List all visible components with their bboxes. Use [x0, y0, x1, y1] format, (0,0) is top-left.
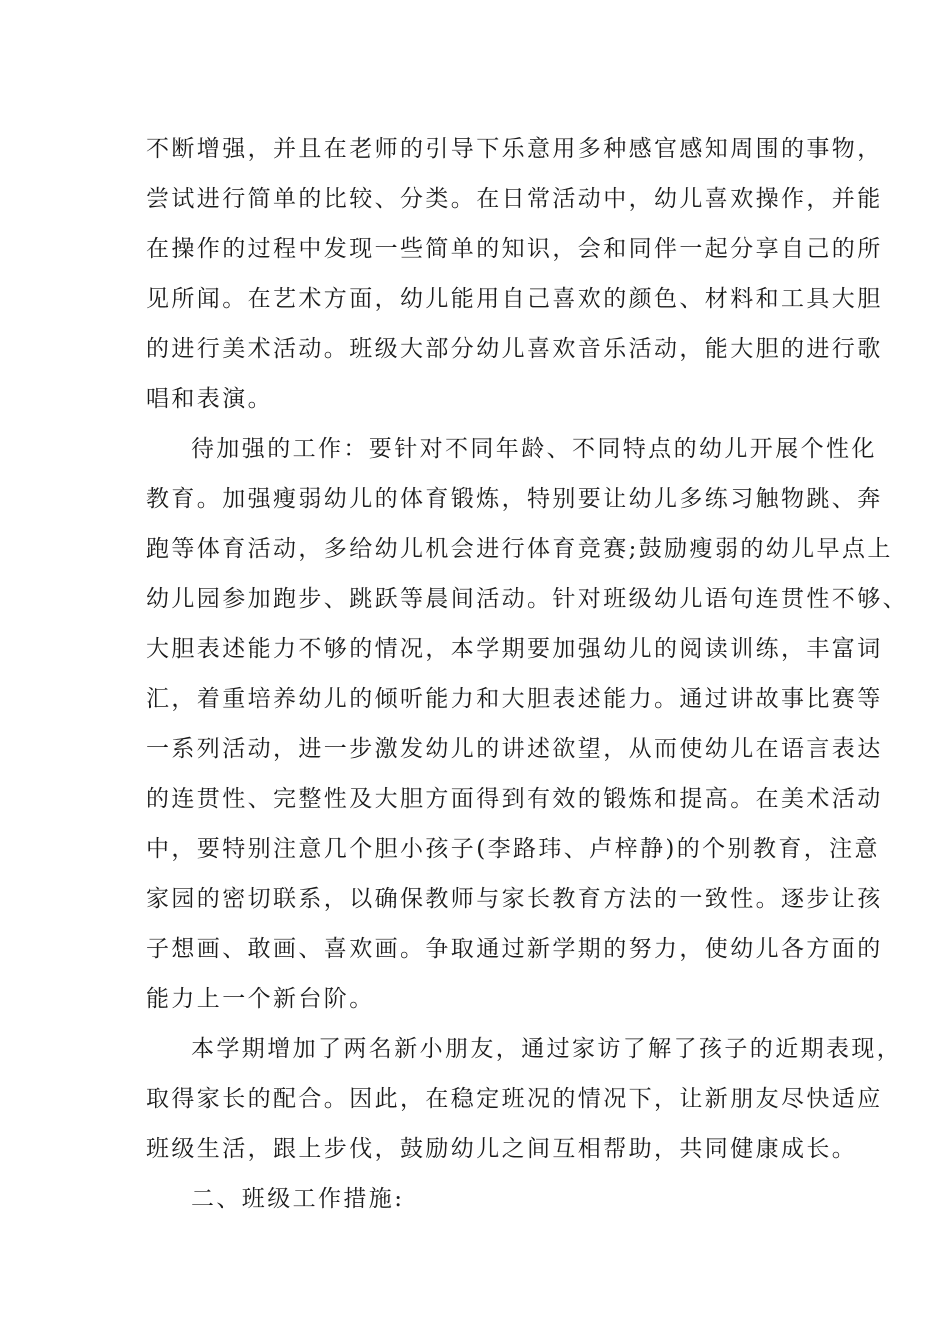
text-line: 一系列活动，进一步激发幼儿的讲述欲望，从而使幼儿在语言表达	[146, 736, 883, 762]
text-line: 大胆表述能力不够的情况，本学期要加强幼儿的阅读训练，丰富词	[146, 636, 883, 662]
text-line: 的连贯性、完整性及大胆方面得到有效的锻炼和提高。在美术活动	[146, 786, 883, 812]
paragraph-first-line: 待加强的工作：要针对不同年龄、不同特点的幼儿开展个性化	[191, 436, 877, 462]
text-line: 不断增强，并且在老师的引导下乐意用多种感官感知周围的事物，	[146, 136, 883, 162]
text-line: 唱和表演。	[146, 386, 273, 412]
text-line: 汇，着重培养幼儿的倾听能力和大胆表述能力。通过讲故事比赛等	[146, 686, 883, 712]
text-line: 的进行美术活动。班级大部分幼儿喜欢音乐活动，能大胆的进行歌	[146, 336, 883, 362]
text-line: 尝试进行简单的比较、分类。在日常活动中，幼儿喜欢操作，并能	[146, 186, 883, 212]
text-line: 在操作的过程中发现一些简单的知识，会和同伴一起分享自己的所	[146, 236, 883, 262]
text-line: 幼儿园参加跑步、跳跃等晨间活动。针对班级幼儿语句连贯性不够、	[146, 586, 908, 612]
text-line: 取得家长的配合。因此，在稳定班况的情况下，让新朋友尽快适应	[146, 1086, 883, 1112]
text-line: 教育。加强瘦弱幼儿的体育锻炼，特别要让幼儿多练习触物跳、奔	[146, 486, 883, 512]
text-line: 跑等体育活动，多给幼儿机会进行体育竞赛;鼓励瘦弱的幼儿早点上	[146, 536, 893, 562]
paragraph-first-line: 本学期增加了两名新小朋友，通过家访了解了孩子的近期表现，	[191, 1036, 903, 1062]
text-line: 能力上一个新台阶。	[146, 986, 375, 1012]
text-line: 家园的密切联系，以确保教师与家长教育方法的一致性。逐步让孩	[146, 886, 883, 912]
text-line: 子想画、敢画、喜欢画。争取通过新学期的努力，使幼儿各方面的	[146, 936, 883, 962]
text-line: 见所闻。在艺术方面，幼儿能用自己喜欢的颜色、材料和工具大胆	[146, 286, 883, 312]
section-heading: 二、班级工作措施:	[191, 1186, 405, 1212]
text-line: 中，要特别注意几个胆小孩子(李路玮、卢梓静)的个别教育，注意	[146, 836, 880, 862]
text-line: 班级生活，跟上步伐，鼓励幼儿之间互相帮助，共同健康成长。	[146, 1136, 858, 1162]
